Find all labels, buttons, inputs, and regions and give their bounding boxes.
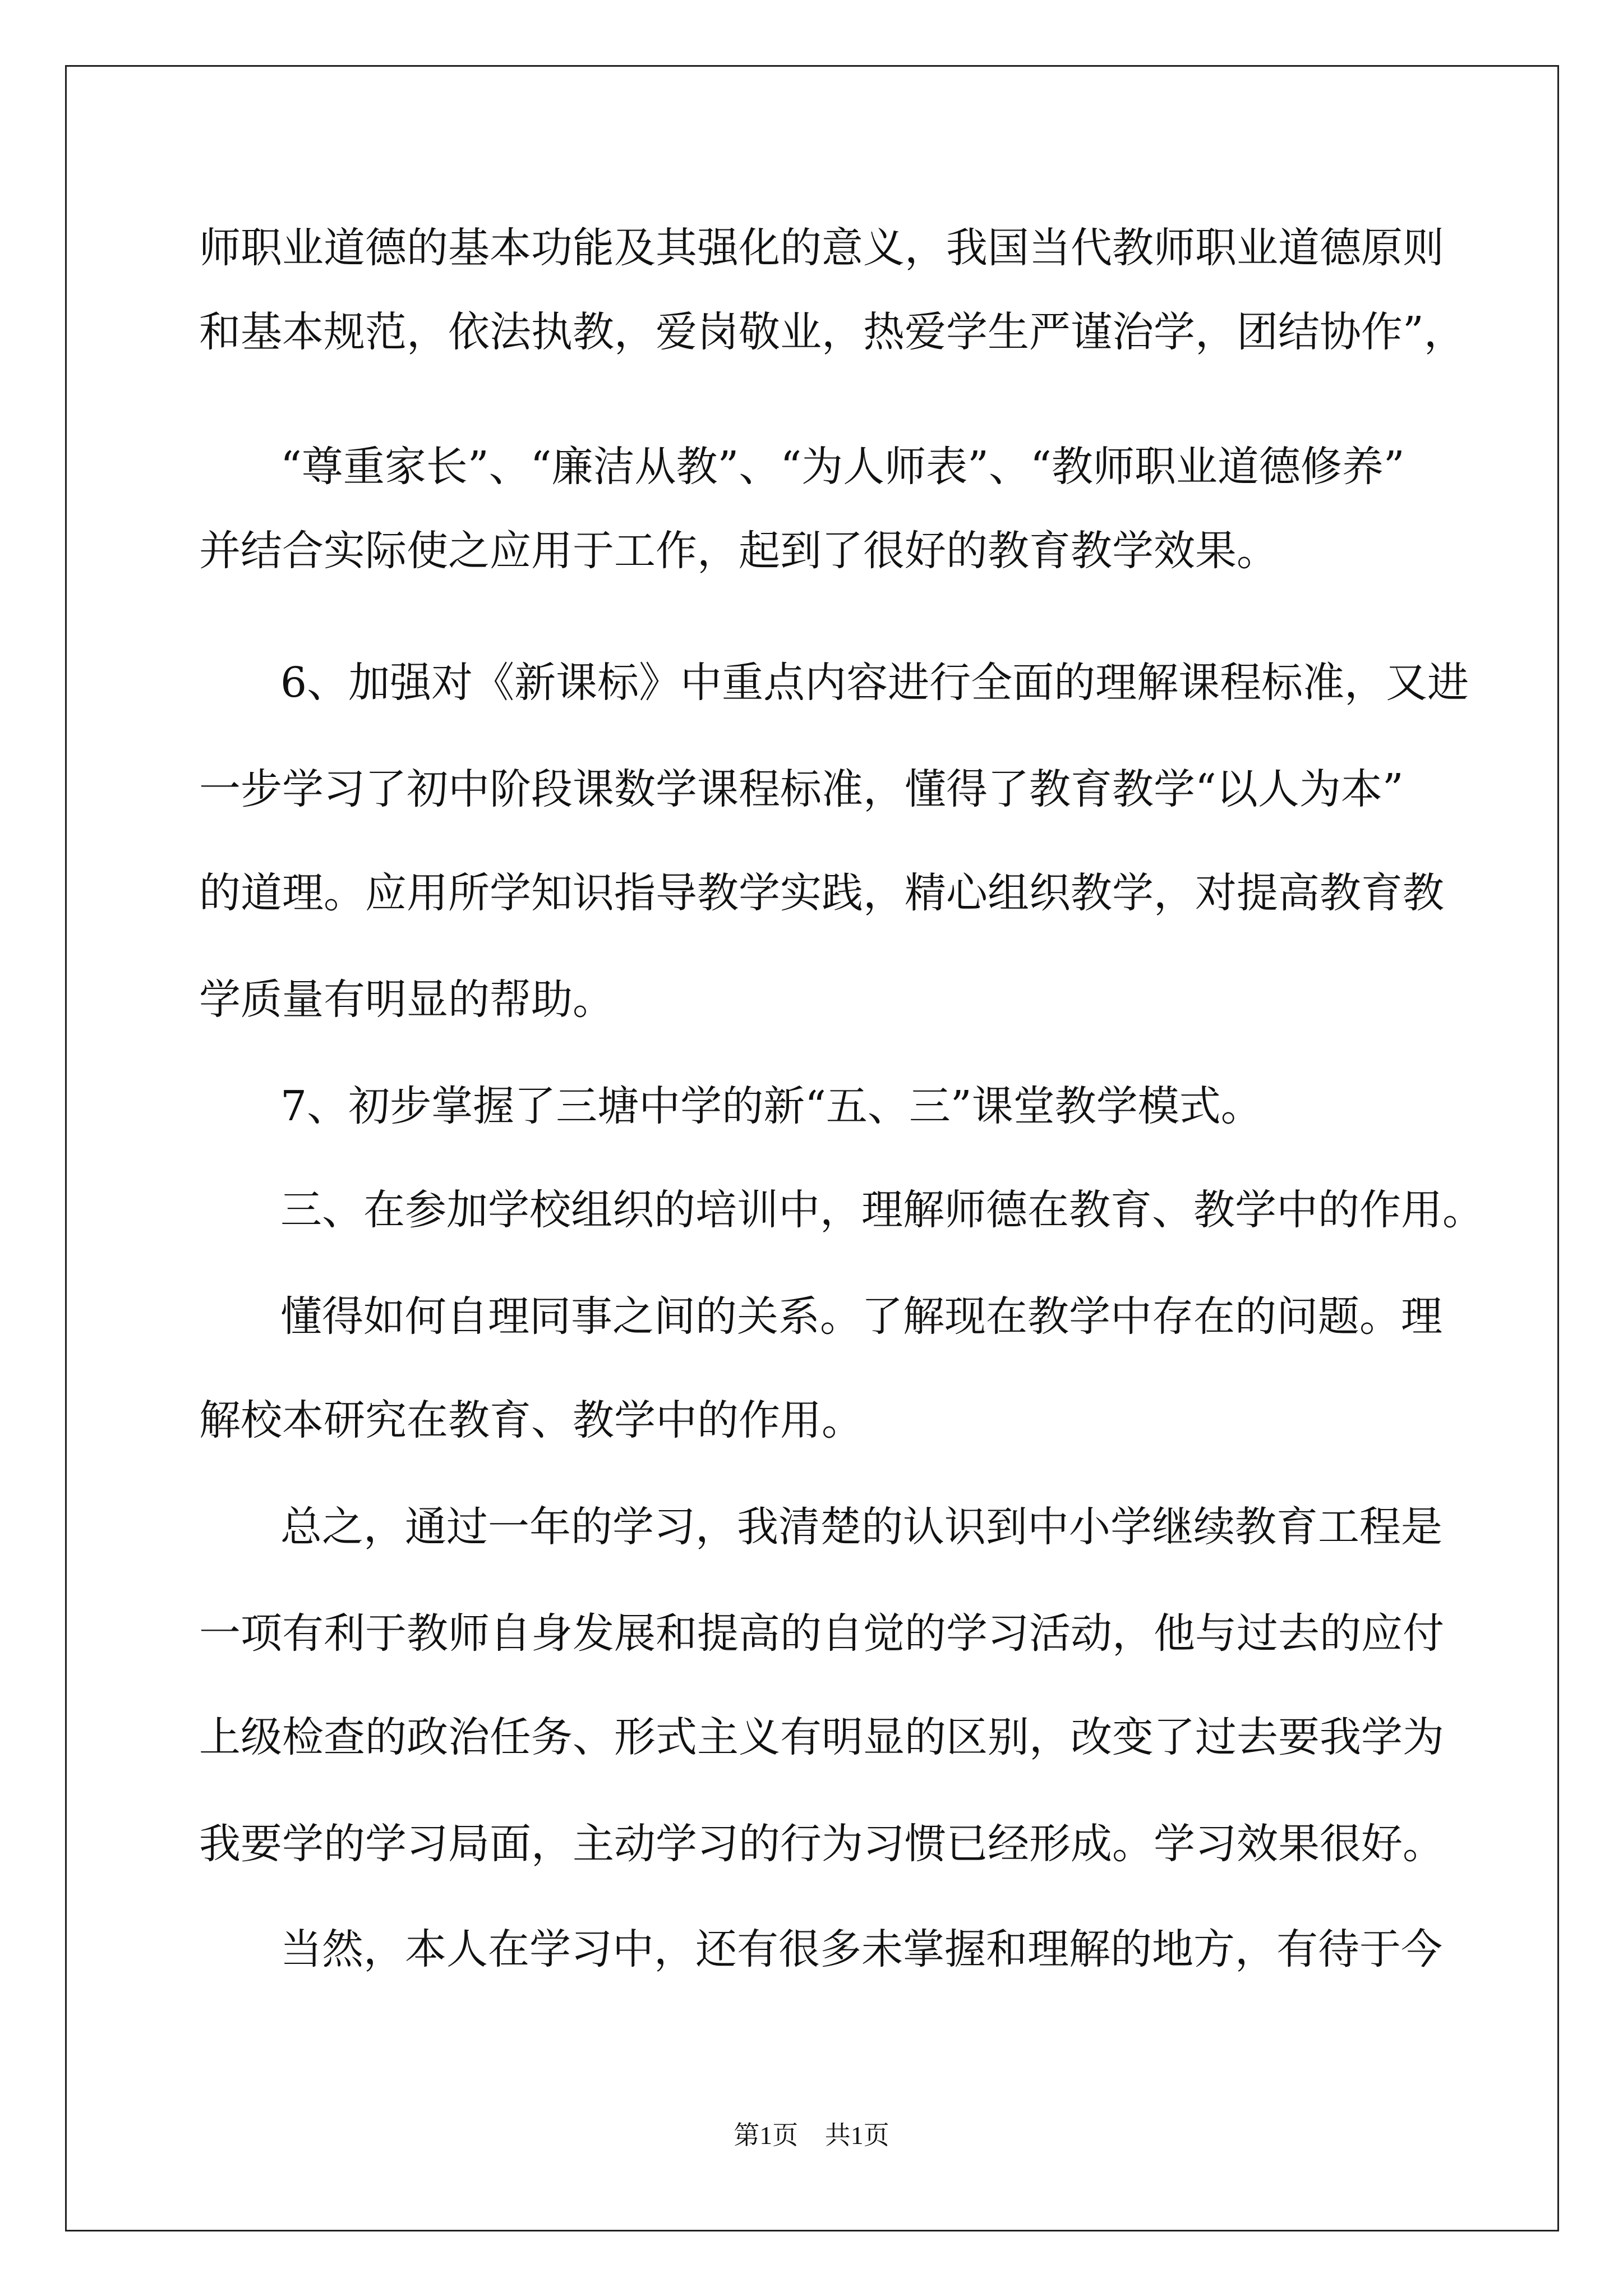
text-line-8: 学质量有明显的帮助。 <box>199 976 614 1024</box>
text-line-2: 和基本规范，依法执教，爱岗敬业，热爱学生严谨治学，团结协作”， <box>199 308 1465 356</box>
text-line-9: 7、初步掌握了三塘中学的新“五、三”课堂教学模式。 <box>280 1082 1262 1130</box>
text-line-1: 师职业道德的基本功能及其强化的意义，我国当代教师职业道德原则 <box>199 224 1444 272</box>
text-line-13: 总之，通过一年的学习，我清楚的认识到中小学继续教育工程是 <box>280 1503 1442 1551</box>
text-line-4: 并结合实际使之应用于工作，起到了很好的教育教学效果。 <box>199 527 1278 575</box>
text-line-10: 三、在参加学校组织的培训中，理解师德在教育、教学中的作用。 <box>280 1186 1484 1234</box>
page-number: 第1页 <box>734 2121 799 2150</box>
text-line-15: 上级检查的政治任务、形式主义有明显的区别，改变了过去要我学为 <box>199 1713 1444 1761</box>
text-line-14: 一项有利于教师自身发展和提高的自觉的学习活动，他与过去的应付 <box>199 1609 1444 1658</box>
text-line-16: 我要学的学习局面，主动学习的行为习惯已经形成。学习效果很好。 <box>199 1820 1444 1868</box>
page-footer <box>0 2123 1623 2148</box>
text-line-12: 解校本研究在教育、教学中的作用。 <box>199 1396 863 1444</box>
text-line-6: 一步学习了初中阶段课数学课程标准，懂得了教育教学“以人为本” <box>199 765 1404 813</box>
text-line-3: “尊重家长”、“廉洁从教”、“为人师表”、“教师职业道德修养” <box>280 443 1405 491</box>
page-border <box>65 65 1559 2231</box>
text-line-17: 当然，本人在学习中，还有很多未掌握和理解的地方，有待于今 <box>280 1925 1442 1973</box>
text-line-11: 懂得如何自理同事之间的关系。了解现在教学中存在的问题。理 <box>280 1292 1442 1341</box>
text-line-5: 6、加强对《新课标》中重点内容进行全面的理解课程标准，又进 <box>280 659 1469 707</box>
text-line-7: 的道理。应用所学知识指导教学实践，精心组织教学，对提高教育教 <box>199 869 1444 917</box>
total-pages: 共1页 <box>824 2121 889 2150</box>
